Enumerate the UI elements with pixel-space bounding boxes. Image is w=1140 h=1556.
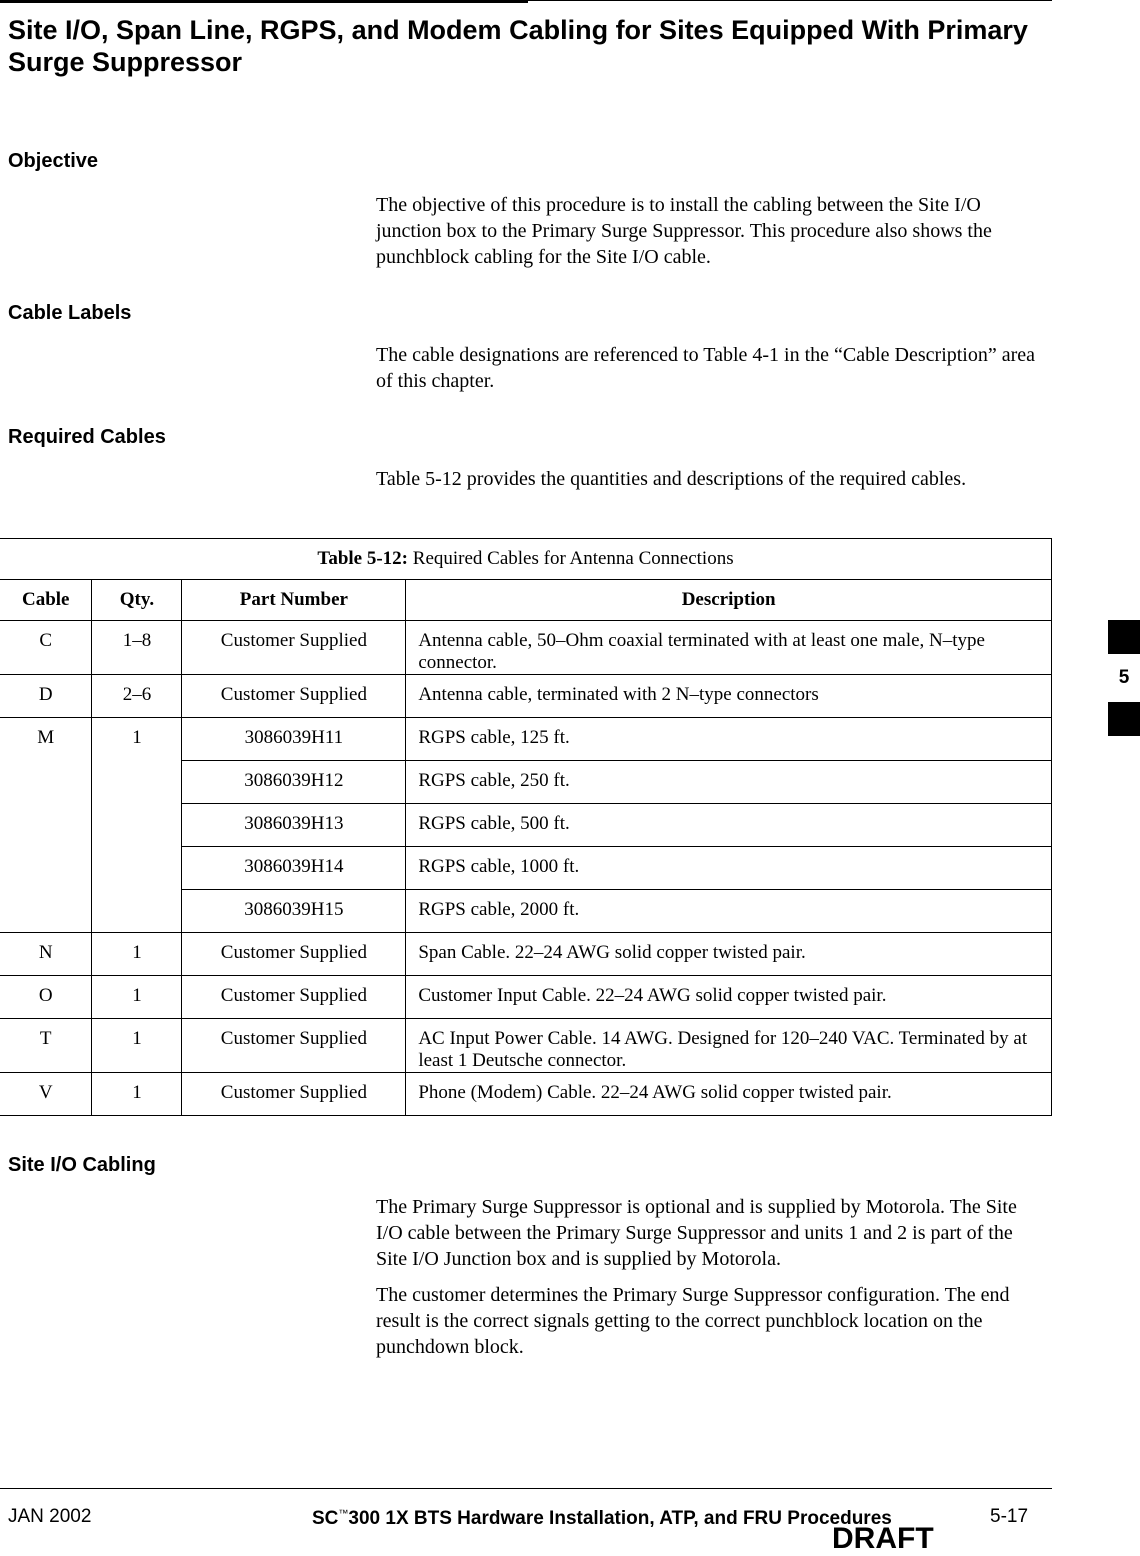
- table-row: [0, 718, 1052, 761]
- cell-part: 3086039H12: [182, 761, 406, 804]
- required-cables-table: [0, 538, 1052, 1116]
- footer-date: JAN 2002: [8, 1506, 92, 1527]
- chapter-tab-top: [1108, 620, 1140, 654]
- cell-desc: RGPS cable, 1000 ft.: [406, 847, 1052, 890]
- cell-qty: 1: [92, 976, 182, 1019]
- cell-part: 3086039H14: [182, 847, 406, 890]
- footer-title: [312, 1508, 892, 1530]
- table-caption-number: Table 5-12:: [317, 548, 409, 569]
- table-caption: [0, 539, 1052, 580]
- cell-part: Customer Supplied: [182, 1019, 406, 1073]
- trademark-symbol: ™: [338, 1508, 349, 1520]
- cell-desc: RGPS cable, 500 ft.: [406, 804, 1052, 847]
- cell-desc: Phone (Modem) Cable. 22–24 AWG solid copper twisted pair.: [406, 1073, 1052, 1116]
- table-row: [0, 1073, 1052, 1116]
- chapter-tab-bottom: [1108, 702, 1140, 736]
- table-row: [0, 933, 1052, 976]
- cell-cable: N: [0, 933, 92, 976]
- table-caption-text: Required Cables for Antenna Connections: [408, 548, 734, 569]
- cell-part: 3086039H15: [182, 890, 406, 933]
- cell-qty: 1–8: [92, 621, 182, 675]
- cell-qty: 1: [92, 933, 182, 976]
- header-rule: [0, 0, 1052, 1]
- cable-labels-text: [376, 342, 1046, 394]
- cell-desc: RGPS cable, 250 ft.: [406, 761, 1052, 804]
- cell-part: Customer Supplied: [182, 1073, 406, 1116]
- draft-stamp: DRAFT: [832, 1522, 934, 1555]
- cell-desc: RGPS cable, 125 ft.: [406, 718, 1052, 761]
- cell-desc: Span Cable. 22–24 AWG solid copper twisted pair.: [406, 933, 1052, 976]
- table-row: [0, 976, 1052, 1019]
- cell-qty: 1: [92, 1019, 182, 1073]
- cell-part: Customer Supplied: [182, 675, 406, 718]
- cell-desc: AC Input Power Cable. 14 AWG. Designed for 120–240 VAC. Terminated by at least 1 Deutsche connector.: [406, 1019, 1052, 1073]
- required-cables-text: [376, 466, 1046, 492]
- cell-part: Customer Supplied: [182, 621, 406, 675]
- table-row: [0, 675, 1052, 718]
- cell-part: Customer Supplied: [182, 933, 406, 976]
- cell-cable: M: [0, 718, 92, 933]
- header-cable: Cable: [0, 580, 92, 621]
- header-part-number: Part Number: [182, 580, 406, 621]
- cell-qty: 1: [92, 1073, 182, 1116]
- cell-desc: Antenna cable, 50–Ohm coaxial terminated with at least one male, N–type connector.: [406, 621, 1052, 675]
- cell-cable: C: [0, 621, 92, 675]
- footer-title-rest: 300 1X BTS Hardware Installation, ATP, and FRU Procedures: [348, 1508, 892, 1529]
- header-qty: Qty.: [92, 580, 182, 621]
- footer-title-prefix: SC: [312, 1508, 339, 1529]
- cell-desc: Antenna cable, terminated with 2 N–type connectors: [406, 675, 1052, 718]
- page-title: Site I/O, Span Line, RGPS, and Modem Cabling for Sites Equipped With Primary Surge Suppressor: [8, 15, 1028, 77]
- cell-cable: D: [0, 675, 92, 718]
- cell-desc: RGPS cable, 2000 ft.: [406, 890, 1052, 933]
- objective-heading: Objective: [8, 150, 99, 172]
- cell-qty: 2–6: [92, 675, 182, 718]
- objective-paragraph: The objective of this procedure is to install the cabling between the Site I/O junction box to the Primary Surge Suppressor. This procedure also shows the punchblock cabling for the Site I/O cable.: [376, 194, 992, 268]
- site-io-paragraph-1: The Primary Surge Suppressor is optional and is supplied by Motorola. The Site I/O cable between the Primary Surge Suppressor and units 1 and 2 is part of the Site I/O Junction box and is supplied by Motorola.: [376, 1196, 1017, 1270]
- site-io-heading: Site I/O Cabling: [8, 1154, 156, 1176]
- cell-cable: V: [0, 1073, 92, 1116]
- cell-desc: Customer Input Cable. 22–24 AWG solid copper twisted pair.: [406, 976, 1052, 1019]
- required-cables-paragraph: Table 5-12 provides the quantities and descriptions of the required cables.: [376, 468, 967, 490]
- header-description: Description: [406, 580, 1052, 621]
- chapter-tab-label: 5: [1118, 667, 1130, 688]
- cell-part: Customer Supplied: [182, 976, 406, 1019]
- table-row: [0, 1019, 1052, 1073]
- cell-part: 3086039H13: [182, 804, 406, 847]
- cell-cable: O: [0, 976, 92, 1019]
- cable-labels-heading: Cable Labels: [8, 302, 132, 324]
- cell-part: 3086039H11: [182, 718, 406, 761]
- cell-cable: T: [0, 1019, 92, 1073]
- required-cables-heading: Required Cables: [8, 426, 166, 448]
- cell-qty: 1: [92, 718, 182, 933]
- site-io-paragraph-2: The customer determines the Primary Surge Suppressor configuration. The end result is the correct signals getting to the correct punchblock location on the punchdown block.: [376, 1284, 1010, 1358]
- objective-text: [376, 192, 1046, 270]
- footer-page-number: 5-17: [990, 1506, 1029, 1527]
- table-row: [0, 621, 1052, 675]
- cable-labels-paragraph: The cable designations are referenced to Table 4-1 in the “Cable Description” area of this chapter.: [376, 344, 1036, 392]
- site-io-text: [376, 1194, 1046, 1360]
- table-header-row: [0, 580, 1052, 621]
- footer-rule: [0, 1488, 1052, 1489]
